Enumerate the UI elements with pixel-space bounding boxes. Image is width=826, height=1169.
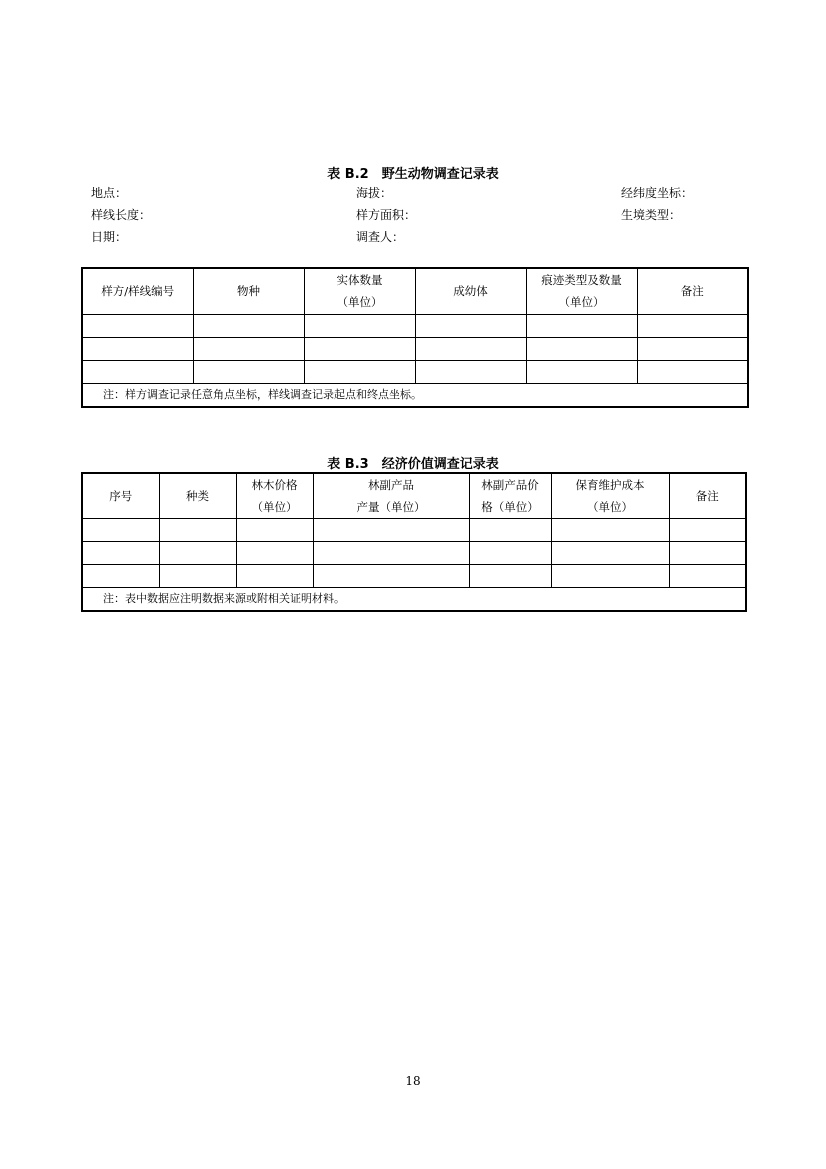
table-cell[interactable]	[313, 519, 469, 542]
header-line: 林木价格	[251, 478, 298, 492]
table-row	[82, 360, 748, 383]
field-altitude: 海拔：	[356, 186, 393, 200]
table-row	[82, 337, 748, 360]
table-cell[interactable]	[82, 337, 193, 360]
header-line: 实体数量	[336, 273, 383, 288]
table-note: 注：表中数据应注明数据来源或附相关证明材料。	[82, 588, 746, 612]
table-cell[interactable]	[304, 337, 415, 360]
table-cell[interactable]	[236, 519, 313, 542]
table-cell[interactable]	[526, 360, 637, 383]
header-cell: 序号	[82, 473, 159, 519]
table-cell[interactable]	[637, 314, 748, 337]
header-cell: 备注	[637, 268, 748, 314]
field-transect-length: 样线长度：	[91, 208, 152, 222]
table-cell[interactable]	[669, 542, 746, 565]
header-cell	[313, 473, 469, 519]
header-line: （单位）	[336, 295, 383, 310]
header-cell: 备注	[669, 473, 746, 519]
header-line: （单位）	[587, 500, 633, 514]
table-cell[interactable]	[193, 337, 304, 360]
table-b3-title: 表 B.3 经济价值调查记录表	[327, 457, 499, 472]
table-cell[interactable]	[236, 542, 313, 565]
table-cell[interactable]	[159, 565, 236, 588]
table-cell[interactable]	[469, 519, 551, 542]
table-cell[interactable]	[669, 565, 746, 588]
header-cell: 种类	[159, 473, 236, 519]
table-cell[interactable]	[669, 519, 746, 542]
field-surveyor: 调查人：	[356, 230, 405, 244]
table-note-row	[82, 588, 746, 612]
header-line: 格（单位）	[481, 500, 539, 514]
field-location: 地点：	[91, 186, 128, 200]
field-plot-area: 样方面积：	[356, 208, 417, 222]
table-cell[interactable]	[193, 314, 304, 337]
header-line: 林副产品	[368, 478, 414, 492]
table-cell[interactable]	[637, 360, 748, 383]
header-cell: 物种	[193, 268, 304, 314]
header-line: 保育维护成本	[575, 478, 645, 492]
header-line: 痕迹类型及数量	[541, 273, 622, 288]
table-row	[82, 314, 748, 337]
header-line: （单位）	[558, 295, 605, 310]
table-cell[interactable]	[637, 337, 748, 360]
table-cell[interactable]	[82, 314, 193, 337]
header-cell: 样方/样线编号	[82, 268, 193, 314]
table-note-row	[82, 383, 748, 407]
field-habitat-type: 生境类型：	[621, 208, 682, 222]
header-line: （单位）	[251, 500, 298, 514]
field-coordinates: 经纬度坐标：	[621, 186, 694, 200]
table-cell[interactable]	[236, 565, 313, 588]
table-cell[interactable]	[82, 360, 193, 383]
table-cell[interactable]	[313, 565, 469, 588]
header-cell	[551, 473, 669, 519]
header-line: 林副产品价	[481, 478, 539, 492]
table-cell[interactable]	[193, 360, 304, 383]
header-cell	[236, 473, 313, 519]
table-cell[interactable]	[415, 337, 526, 360]
header-line: 产量（单位）	[356, 500, 426, 514]
table-cell[interactable]	[551, 519, 669, 542]
table-header-row	[82, 473, 746, 519]
header-cell	[304, 268, 415, 314]
table-cell[interactable]	[159, 542, 236, 565]
table-cell[interactable]	[415, 314, 526, 337]
table-cell[interactable]	[415, 360, 526, 383]
table-cell[interactable]	[304, 360, 415, 383]
table-cell[interactable]	[551, 542, 669, 565]
table-cell[interactable]	[469, 542, 551, 565]
table-cell[interactable]	[526, 314, 637, 337]
table-row	[82, 565, 746, 588]
table-cell[interactable]	[551, 565, 669, 588]
header-cell	[526, 268, 637, 314]
table-row	[82, 542, 746, 565]
table-cell[interactable]	[82, 542, 159, 565]
page-number: 18	[405, 1074, 421, 1088]
table-cell[interactable]	[469, 565, 551, 588]
table-header-row	[82, 268, 748, 314]
table-b3	[81, 472, 747, 612]
table-cell[interactable]	[304, 314, 415, 337]
header-cell	[469, 473, 551, 519]
table-b2	[81, 267, 749, 408]
table-cell[interactable]	[82, 565, 159, 588]
table-cell[interactable]	[313, 542, 469, 565]
header-cell: 成幼体	[415, 268, 526, 314]
table-cell[interactable]	[159, 519, 236, 542]
table-b2-title: 表 B.2 野生动物调查记录表	[327, 167, 499, 182]
field-date: 日期：	[91, 230, 128, 244]
table-row	[82, 519, 746, 542]
table-note: 注：样方调查记录任意角点坐标，样线调查记录起点和终点坐标。	[82, 383, 748, 407]
table-cell[interactable]	[82, 519, 159, 542]
table-cell[interactable]	[526, 337, 637, 360]
